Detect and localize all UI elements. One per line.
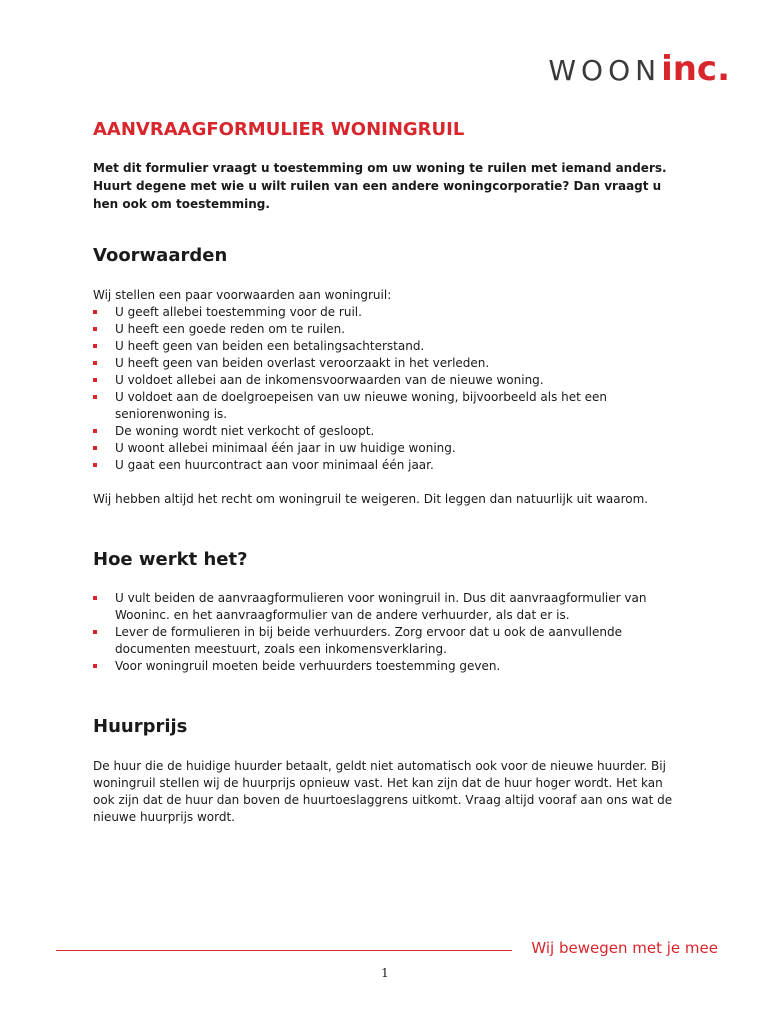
bullet-icon xyxy=(93,446,97,450)
list-item: U heeft een goede reden om te ruilen. xyxy=(93,321,683,338)
bullet-icon xyxy=(93,395,97,399)
list-item: U voldoet aan de doelgroepeisen van uw nieuwe woning, bijvoorbeeld als het een seniorenwoning is. xyxy=(93,389,683,423)
huurprijs-paragraph: De huur die de huidige huurder betaalt, geldt niet automatisch ook voor de nieuwe huurder. Bij woningruil stellen wij de huurprijs opnieuw vast. Het kan zijn dat de huur hoger wordt. Het kan ook zijn dat de huur dan boven de huurtoeslaggrens uitkomt. Vraag altijd vooraf aan ons wat de nieuwe huurprijs wordt. xyxy=(93,758,673,824)
spacer xyxy=(93,675,683,715)
heading-voorwaarden: Voorwaarden xyxy=(93,245,228,267)
wooninc-logo xyxy=(548,49,730,89)
bullet-icon xyxy=(93,630,97,634)
list-item: U voldoet allebei aan de inkomensvoorwaarden van de nieuwe woning. xyxy=(93,372,683,389)
logo-inc-text: inc. xyxy=(661,49,730,89)
list-item: U woont allebei minimaal één jaar in uw huidige woning. xyxy=(93,440,683,457)
logo-woon-text: WOON xyxy=(548,54,662,87)
bullet-icon xyxy=(93,344,97,348)
bullet-icon xyxy=(93,429,97,433)
bullet-icon xyxy=(93,361,97,365)
list-item: Lever de formulieren in bij beide verhuurders. Zorg ervoor dat u ook de aanvullende documenten meestuurt, zoals een inkomensverklaring. xyxy=(93,624,683,658)
heading-hoe-werkt-het: Hoe werkt het? xyxy=(93,548,248,570)
heading-huurprijs: Huurprijs xyxy=(93,716,188,738)
voorwaarden-lead: Wij stellen een paar voorwaarden aan woningruil: xyxy=(93,287,392,302)
bullet-icon xyxy=(93,596,97,600)
intro-paragraph: Met dit formulier vraagt u toestemming om uw woning te ruilen met iemand anders. Huurt degene met wie u wilt ruilen van een andere woningcorporatie? Dan vraagt u hen ook om toestemming. xyxy=(93,161,667,212)
list-item: U gaat een huurcontract aan voor minimaal één jaar. xyxy=(93,457,683,474)
list-item: De woning wordt niet verkocht of gesloopt. xyxy=(93,423,683,440)
document-body xyxy=(93,118,683,826)
footer-divider xyxy=(56,950,512,951)
voorwaarden-closing: Wij hebben altijd het recht om woningruil te weigeren. Dit leggen dan natuurlijk uit waarom. xyxy=(93,491,649,506)
page-number: 1 xyxy=(381,966,389,980)
section-huurprijs xyxy=(93,715,683,825)
bullet-icon xyxy=(93,463,97,467)
bullet-icon xyxy=(93,664,97,668)
bullet-icon xyxy=(93,378,97,382)
list-item: U heeft geen van beiden overlast veroorzaakt in het verleden. xyxy=(93,355,683,372)
document-title: AANVRAAGFORMULIER WONINGRUIL xyxy=(93,119,465,140)
voorwaarden-list xyxy=(93,304,683,474)
list-item: U heeft geen van beiden een betalingsachterstand. xyxy=(93,338,683,355)
list-item: U geeft allebei toestemming voor de ruil. xyxy=(93,304,683,321)
list-item: Voor woningruil moeten beide verhuurders toestemming geven. xyxy=(93,658,683,675)
section-hoe-werkt-het xyxy=(93,548,683,675)
hoe-werkt-het-list xyxy=(93,590,683,675)
spacer xyxy=(93,474,683,491)
section-voorwaarden xyxy=(93,244,683,507)
list-item: U vult beiden de aanvraagformulieren voor woningruil in. Dus dit aanvraagformulier van Wooninc. en het aanvraagformulier van de andere verhuurder, als dat er is. xyxy=(93,590,683,624)
bullet-icon xyxy=(93,310,97,314)
spacer xyxy=(93,508,683,548)
bullet-icon xyxy=(93,327,97,331)
footer-tagline: Wij bewegen met je mee xyxy=(531,939,718,957)
